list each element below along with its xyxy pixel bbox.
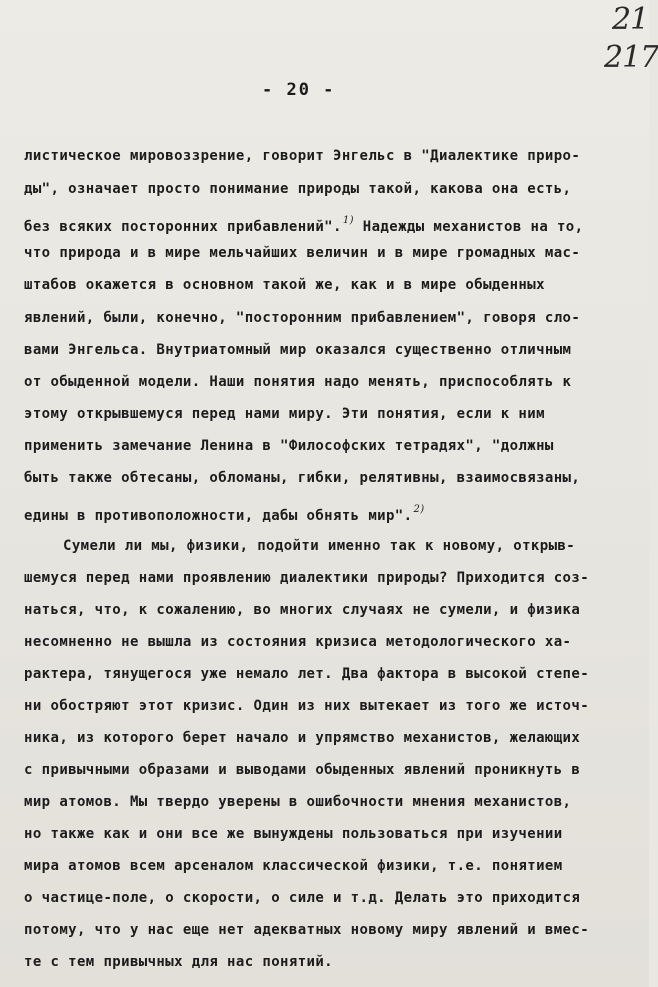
- text-line: этому открывшемуся перед нами миру. Эти понятия, если к ним: [24, 406, 545, 422]
- text-line: ни обостряют этот кризис. Один из них вытекает из того же источ-: [24, 698, 590, 714]
- text-line: листическое мировоззрение, говорит Энгельс в "Диалектике приро-: [24, 148, 581, 164]
- text-line: едины в противоположности, дабы обнять мир".: [24, 508, 413, 524]
- text-line: рактера, тянущегося уже немало лет. Два фактора в высокой степе-: [24, 666, 590, 682]
- footnote-marker: 2): [413, 504, 425, 515]
- text-line: наться, что, к сожалению, во многих случаях не сумели, и физика: [24, 602, 581, 618]
- text-line-with-footnote: [24, 501, 425, 525]
- archive-mark-bottom: 217: [604, 40, 658, 75]
- text-line: применить замечание Ленина в "Философских тетрадях", "должны: [24, 438, 554, 454]
- text-line-with-footnote: [24, 212, 583, 236]
- text-line: что природа и в мире мельчайших величин и в мире громадных мас-: [24, 245, 581, 261]
- text-line: шемуся перед нами проявлению диалектики природы? Приходится соз-: [24, 570, 590, 586]
- archive-mark-top: 21: [612, 2, 649, 37]
- text-line: мир атомов. Мы твердо уверены в ошибочности мнения механистов,: [24, 794, 572, 810]
- text-line: Надежды механистов на то,: [353, 219, 584, 235]
- paragraph-first-line: Сумели ли мы, физики, подойти именно так к новому, открыв-: [63, 538, 576, 554]
- text-line: с привычными образами и выводами обыденных явлений проникнуть в: [24, 762, 581, 778]
- text-line: ника, из которого берет начало и упрямство механистов, желающих: [24, 730, 581, 746]
- text-line: штабов окажется в основном такой же, как и в мире обыденных: [24, 277, 545, 293]
- text-line: о частице-поле, о скорости, о силе и т.д. Делать это приходится: [24, 890, 581, 906]
- text-line: но также как и они все же вынуждены пользоваться при изучении: [24, 826, 563, 842]
- text-line: явлений, были, конечно, "посторонним прибавлением", говоря сло-: [24, 310, 581, 326]
- footnote-marker: 1): [342, 215, 354, 226]
- page-number: - 20 -: [262, 80, 336, 100]
- text-line: ды", означает просто понимание природы такой, какова она есть,: [24, 181, 572, 197]
- text-line: быть также обтесаны, обломаны, гибки, релятивны, взаимосвязаны,: [24, 470, 581, 486]
- text-line: вами Энгельса. Внутриатомный мир оказался существенно отличным: [24, 342, 572, 358]
- text-line: мира атомов всем арсеналом классической физики, т.е. понятием: [24, 858, 563, 874]
- text-line: те с тем привычных для нас понятий.: [24, 954, 334, 970]
- text-line: от обыденной модели. Наши понятия надо менять, приспособлять к: [24, 374, 572, 390]
- text-line: несомненно не вышла из состояния кризиса методологического ха-: [24, 634, 572, 650]
- text-line: потому, что у нас еще нет адекватных новому миру явлений и вмес-: [24, 922, 590, 938]
- text-line: без всяких посторонних прибавлений".: [24, 219, 342, 235]
